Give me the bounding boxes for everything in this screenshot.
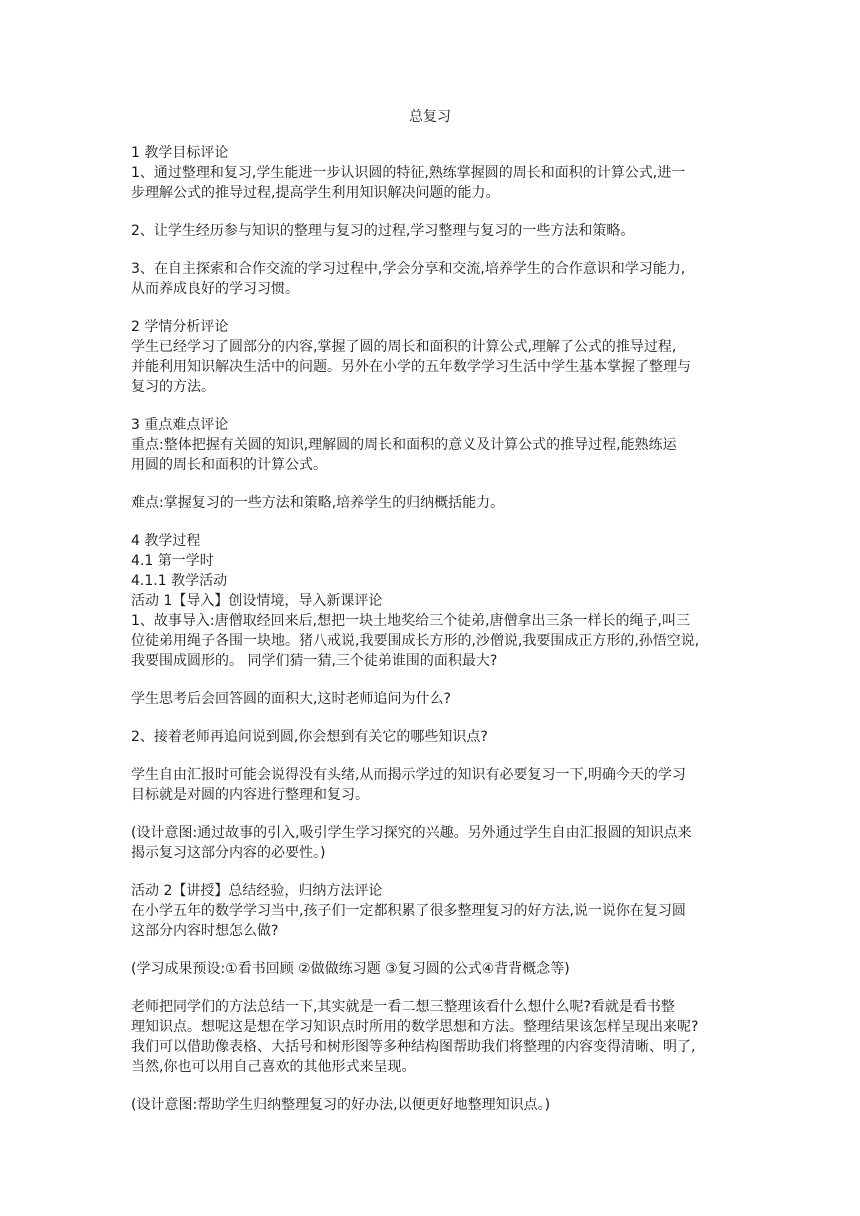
paragraph-gap <box>131 397 731 415</box>
paragraph-gap <box>131 941 731 959</box>
text-line: 老师把同学们的方法总结一下,其实就是一看二想三整理该看什么想什么呢?看就是看书整 <box>131 999 675 1015</box>
document-body <box>131 143 731 1115</box>
text-line: 揭示复习这部分内容的必要性。) <box>131 845 326 861</box>
paragraph-gap <box>131 709 731 727</box>
document-title: 总复习 <box>409 109 451 125</box>
text-line: 4 教学过程 <box>131 533 201 549</box>
paragraph-gap <box>131 747 731 765</box>
text-line: 当然,你也可以用自己喜欢的其他形式来呈现。 <box>131 1059 416 1075</box>
paragraph-gap <box>131 203 731 221</box>
text-line: 理知识点。想呢这是想在学习知识点时所用的数学思想和方法。整理结果该怎样呈现出来呢? <box>131 1019 699 1035</box>
text-line: 目标就是对圆的内容进行整理和复习。 <box>131 787 369 803</box>
text-line: 并能利用知识解决生活中的问题。另外在小学的五年数学学习生活中学生基本掌握了整理与 <box>131 359 691 375</box>
paragraph-gap <box>131 671 731 689</box>
text-line: 4.1 第一学时 <box>131 553 214 569</box>
paragraph-gap <box>131 863 731 881</box>
paragraph-gap <box>131 1077 731 1095</box>
text-line: 重点:整体把握有关圆的知识,理解圆的周长和面积的意义及计算公式的推导过程,能熟练运 <box>131 437 677 453</box>
paragraph-gap <box>131 979 731 997</box>
text-line: 2、接着老师再追问说到圆,你会想到有关它的哪些知识点? <box>131 729 488 745</box>
text-line: 位徒弟用绳子各围一块地。猪八戒说,我要围成长方形的,沙僧说,我要围成正方形的,孙悟空说, <box>131 633 700 649</box>
text-line: 学生自由汇报时可能会说得没有头绪,从而揭示学过的知识有必要复习一下,明确今天的学习 <box>131 767 686 783</box>
text-line: 我们可以借助像表格、大括号和树形图等多种结构图帮助我们将整理的内容变得清晰、明了, <box>131 1039 696 1055</box>
text-line: 这部分内容时想怎么做? <box>131 923 279 939</box>
text-line: 难点:掌握复习的一些方法和策略,培养学生的归纳概括能力。 <box>131 495 505 511</box>
paragraph-gap <box>131 805 731 823</box>
text-line: 1 教学目标评论 <box>131 145 229 161</box>
text-line: 步理解公式的推导过程,提高学生利用知识解决问题的能力。 <box>131 185 500 201</box>
text-line: 复习的方法。 <box>131 379 215 395</box>
text-line: 1、故事导入:唐僧取经回来后,想把一块土地奖给三个徒弟,唐僧拿出三条一样长的绳子,叫三 <box>131 613 690 629</box>
text-line: 学生思考后会回答圆的面积大,这时老师追问为什么? <box>131 691 451 707</box>
paragraph-gap <box>131 513 731 531</box>
text-line: 3、在自主探索和合作交流的学习过程中,学会分享和交流,培养学生的合作意识和学习能力, <box>131 261 686 277</box>
paragraph-gap <box>131 241 731 259</box>
text-line: 4.1.1 教学活动 <box>131 573 228 589</box>
text-line: 我要围成圆形的。 同学们猜一猜,三个徒弟谁围的面积最大? <box>131 653 498 669</box>
text-line: 从而养成良好的学习习惯。 <box>131 281 299 297</box>
paragraph-gap <box>131 299 731 317</box>
text-line: 2、让学生经历参与知识的整理与复习的过程,学习整理与复习的一些方法和策略。 <box>131 223 635 239</box>
text-line: (设计意图:帮助学生归纳整理复习的好办法,以便更好地整理知识点。) <box>131 1097 551 1113</box>
text-line: (设计意图:通过故事的引入,吸引学生学习探究的兴趣。另外通过学生自由汇报圆的知识点来 <box>131 825 692 841</box>
text-line: 1、通过整理和复习,学生能进一步认识圆的特征,熟练掌握圆的周长和面积的计算公式,进一 <box>131 165 686 181</box>
text-line: 活动 2【讲授】总结经验，归纳方法评论 <box>131 883 383 899</box>
text-line: (学习成果预设:①看书回顾 ②做做练习题 ③复习圆的公式④背背概念等) <box>131 961 570 977</box>
text-line: 活动 1【导入】创设情境，导入新课评论 <box>131 593 383 609</box>
text-line: 3 重点难点评论 <box>131 417 229 433</box>
text-line: 2 学情分析评论 <box>131 319 229 335</box>
paragraph-gap <box>131 475 731 493</box>
text-line: 用圆的周长和面积的计算公式。 <box>131 457 327 473</box>
text-line: 在小学五年的数学学习当中,孩子们一定都积累了很多整理复习的好方法,说一说你在复习圆 <box>131 903 686 919</box>
text-line: 学生已经学习了圆部分的内容,掌握了圆的周长和面积的计算公式,理解了公式的推导过程, <box>131 339 677 355</box>
